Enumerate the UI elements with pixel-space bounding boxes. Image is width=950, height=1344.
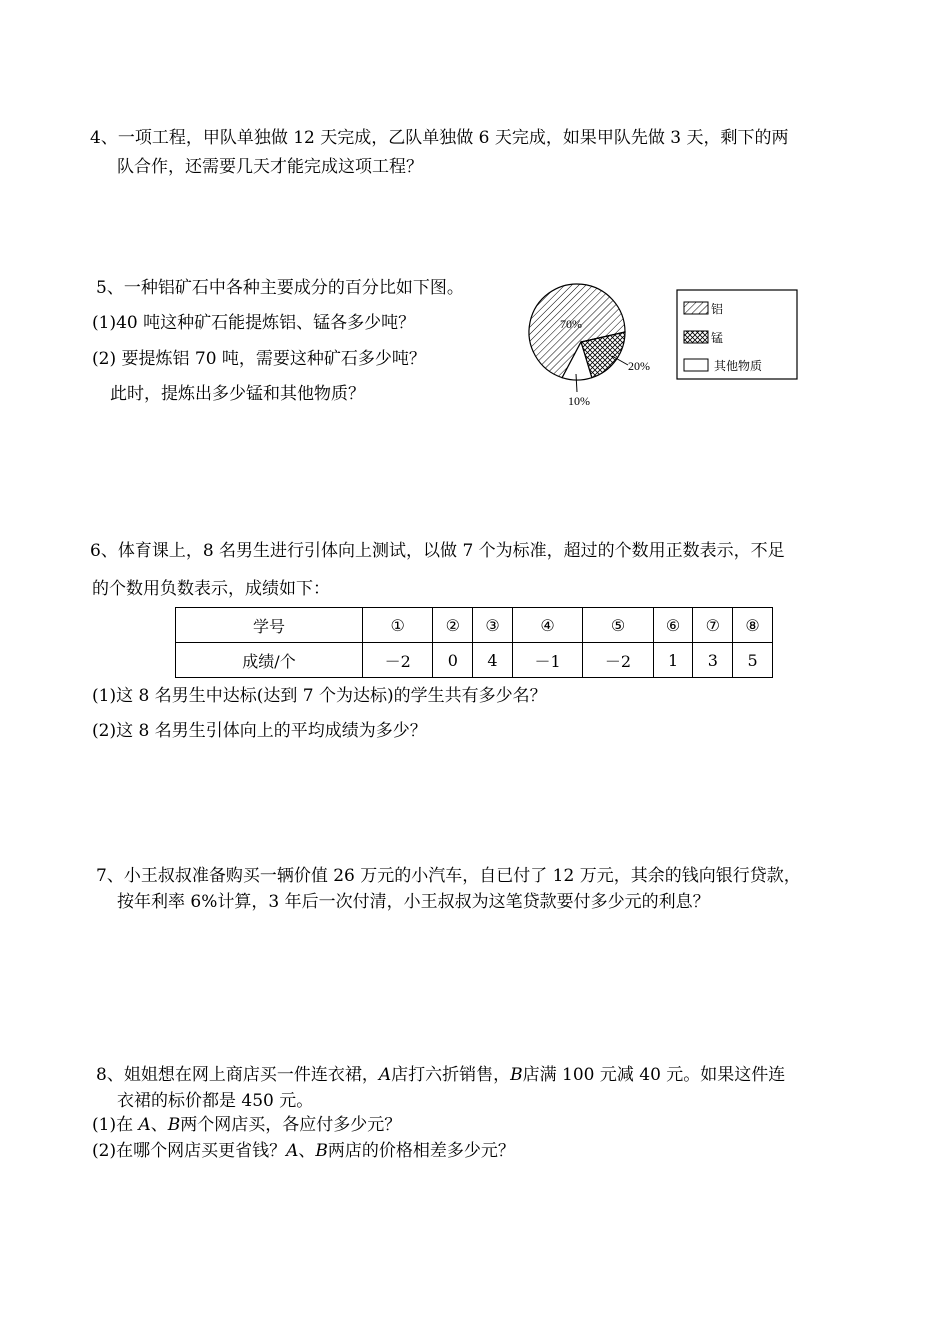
ore-pie-chart [520,280,810,410]
table-cell-id: ④ [512,608,582,643]
table-head-score: 成绩/个 [176,643,363,678]
q8-line-4-part-a: (2)在哪个网店买更省钱？ [92,1141,287,1161]
q8-line-4-part-b: 、 [298,1141,316,1161]
table-cell-id: ③ [473,608,513,643]
q8-line-1-part-a: 8、姐姐想在网上商店买一件连衣裙， [96,1065,379,1085]
shop-b-label: B [167,1115,181,1135]
q8-line-3-part-b: 、 [150,1115,168,1135]
pie-label-aluminium: 70% [560,317,582,331]
shop-a-label: A [378,1065,392,1085]
pie-label-other: 10% [568,394,590,408]
q8-line-2: 衣裙的标价都是 450 元。 [117,1091,314,1111]
legend-label-manganese: 锰 [711,331,724,345]
score-table [175,607,773,678]
q7-line-2: 按年利率 6%计算，3 年后一次付清，小王叔叔为这笔贷款要付多少元的利息？ [117,892,710,912]
q8-line-3-part-a: (1)在 [92,1115,139,1135]
q6-line-3: (1)这 8 名男生中达标(达到 7 个为达标)的学生共有多少名？ [92,686,547,706]
q4-line-1: 4、一项工程，甲队单独做 12 天完成，乙队单独做 6 天完成，如果甲队先做 3 天，剩下的两 [90,128,789,148]
shop-b-label: B [315,1141,328,1161]
q8-line-1 [96,1063,785,1087]
table-cell-score: －1 [512,643,582,678]
pie-legend [677,290,797,379]
shop-b-label: B [510,1065,523,1085]
table-row-ids [176,608,773,643]
pie-slices [529,284,625,380]
q5-line-2: (1)40 吨这种矿石能提炼铝、锰各多少吨？ [92,313,416,333]
table-cell-score: 5 [733,643,773,678]
q8-line-1-part-c: 店满 100 元减 40 元。如果这件连 [522,1065,786,1085]
shop-a-label: A [138,1115,151,1135]
legend-label-other: 其他物质 [714,359,763,373]
q8-line-4 [92,1139,515,1163]
pie-label-manganese: 20% [628,359,650,373]
table-cell-id: ⑧ [733,608,773,643]
q5-line-4: 此时，提炼出多少锰和其他物质？ [110,384,365,404]
table-cell-score: 3 [693,643,733,678]
table-head-id: 学号 [176,608,363,643]
table-cell-id: ② [433,608,473,643]
q7-line-1: 7、小王叔叔准备购买一辆价值 26 万元的小汽车，自已付了 12 万元，其余的钱向银行贷款， [96,866,801,886]
table-cell-id: ① [363,608,433,643]
legend-label-aluminium: 铝 [711,302,724,316]
table-cell-score: －2 [363,643,433,678]
table-cell-id: ⑤ [583,608,653,643]
legend-swatch-other [684,359,708,371]
q4-line-2: 队合作，还需要几天才能完成这项工程？ [117,157,423,177]
table-cell-id: ⑥ [653,608,693,643]
table-row-scores [176,643,773,678]
q6-line-1: 6、体育课上，8 名男生进行引体向上测试，以做 7 个为标准，超过的个数用正数表示，不足 [90,541,785,561]
q8-line-3 [92,1113,401,1137]
q8-line-1-part-b: 店打六折销售， [391,1065,511,1085]
q5-line-1: 5、一种铝矿石中各种主要成分的百分比如下图。 [96,278,464,298]
q6-line-4: (2)这 8 名男生引体向上的平均成绩为多少？ [92,721,427,741]
shop-a-label: A [286,1141,299,1161]
legend-swatch-manganese [684,331,708,343]
table-cell-score: 0 [433,643,473,678]
q6-line-2: 的个数用负数表示，成绩如下： [92,579,330,599]
table-cell-score: 4 [473,643,513,678]
q5-line-3: (2) 要提炼铝 70 吨，需要这种矿石多少吨？ [92,349,426,369]
table-cell-id: ⑦ [693,608,733,643]
q8-line-3-part-c: 两个网店买，各应付多少元？ [180,1115,402,1135]
table-cell-score: 1 [653,643,693,678]
legend-swatch-aluminium [684,302,708,314]
q8-line-4-part-c: 两店的价格相差多少元？ [327,1141,515,1161]
table-cell-score: －2 [583,643,653,678]
